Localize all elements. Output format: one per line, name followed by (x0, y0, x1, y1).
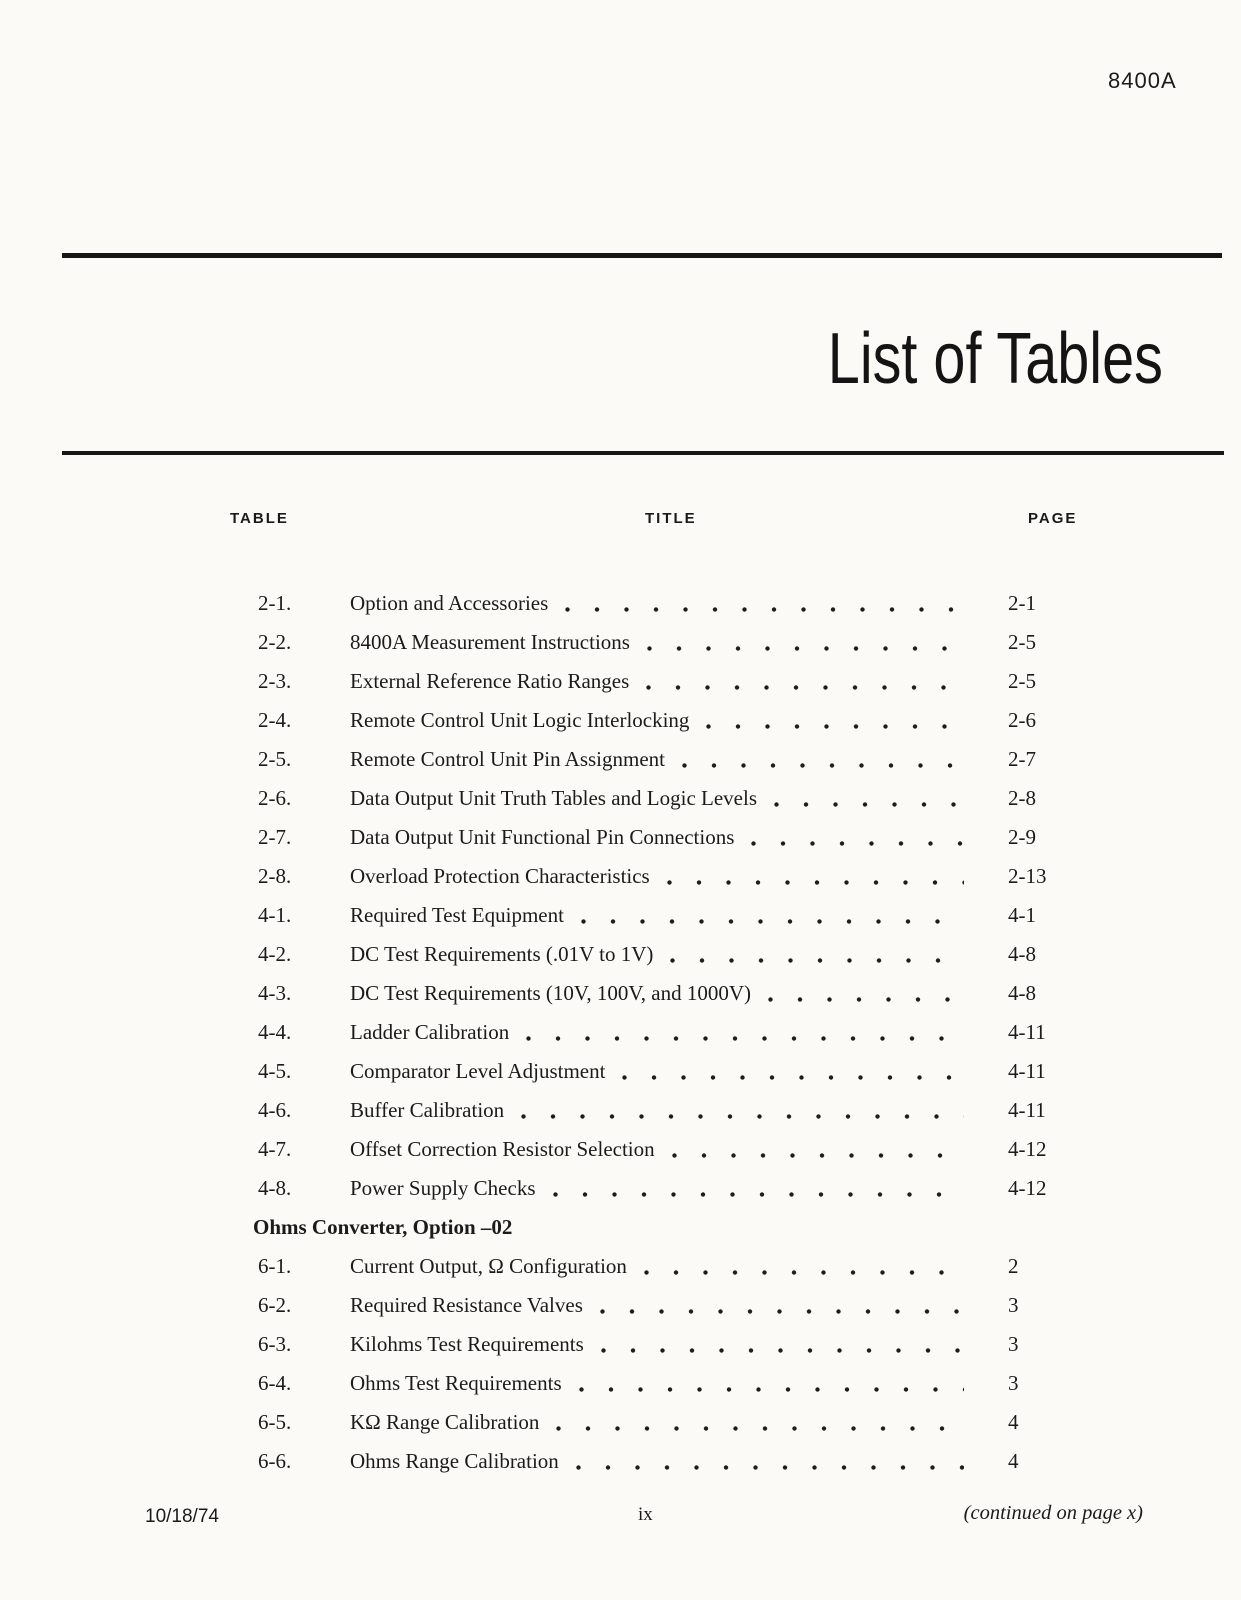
toc-entry-page: 4 (1008, 1410, 1019, 1434)
toc-entry-number: 4-3. (258, 981, 292, 1005)
footer-continuation-note: (continued on page x) (963, 1502, 1143, 1524)
toc-entry-title: Buffer Calibration (350, 1098, 505, 1122)
toc-entry-page: 3 (1008, 1371, 1019, 1395)
toc-entry-middle (350, 584, 1008, 623)
toc-entry (258, 779, 1075, 818)
toc-entry-number: 6-2. (258, 1293, 292, 1317)
toc-entry-middle (350, 701, 1008, 740)
toc-entry-middle (350, 1286, 1008, 1325)
column-header-page: PAGE (1028, 510, 1241, 1600)
toc-entry-page: 4-11 (1008, 1098, 1046, 1122)
toc-entry (258, 1286, 1075, 1325)
toc-entry-middle (350, 896, 1008, 935)
toc-entry-number: 4-4. (258, 1020, 292, 1044)
toc-entry-number: 6-4. (258, 1371, 292, 1395)
toc-entry-page: 4-12 (1008, 1176, 1047, 1200)
toc-entry-page: 2 (1008, 1254, 1019, 1278)
toc-entry-title: Ladder Calibration (350, 1020, 510, 1044)
toc-entry (258, 701, 1075, 740)
toc-entry-title: Data Output Unit Truth Tables and Logic Levels (350, 786, 758, 810)
dot-leader (647, 646, 964, 651)
dot-leader (526, 1036, 964, 1041)
dot-leader (579, 1387, 964, 1392)
toc-entry-page: 3 (1008, 1293, 1019, 1317)
dot-leader (682, 763, 964, 768)
toc-entry-number: 2-6. (258, 786, 292, 810)
toc-entry-page: 2-1 (1008, 591, 1036, 615)
toc-entry-number: 6-1. (258, 1254, 292, 1278)
toc-entry (258, 1052, 1075, 1091)
toc-entry-title: Overload Protection Characteristics (350, 864, 650, 888)
toc-entry-middle (350, 1247, 1008, 1286)
dot-leader (672, 1153, 964, 1158)
dot-leader (565, 607, 964, 612)
toc-entry-title: Remote Control Unit Pin Assignment (350, 747, 666, 771)
toc-entry (258, 974, 1075, 1013)
toc-entry-middle (350, 1091, 1008, 1130)
toc-entry-middle (350, 974, 1008, 1013)
toc-entry-title: Offset Correction Resistor Selection (350, 1137, 655, 1161)
toc-entry-middle (350, 1325, 1008, 1364)
toc-entry (258, 1325, 1075, 1364)
toc-entry-number: 4-1. (258, 903, 292, 927)
toc-entry (258, 935, 1075, 974)
toc-entry-middle (350, 1130, 1008, 1169)
toc-entry (258, 857, 1075, 896)
toc-entry-number: 2-5. (258, 747, 292, 771)
toc-entry-title: Current Output, Ω Configuration (350, 1254, 627, 1278)
dot-leader (521, 1114, 964, 1119)
dot-leader (576, 1465, 964, 1470)
dot-leader (553, 1192, 965, 1197)
dot-leader (667, 880, 964, 885)
toc-entry-page: 4-11 (1008, 1020, 1046, 1044)
toc-entry-number: 2-2. (258, 630, 292, 654)
dot-leader (751, 841, 964, 846)
toc-entry-page: 2-8 (1008, 786, 1036, 810)
toc-entry-title: Comparator Level Adjustment (350, 1059, 606, 1083)
toc-entry-middle (350, 1364, 1008, 1403)
toc-entry-title: 8400A Measurement Instructions (350, 630, 630, 654)
toc-entry (258, 1247, 1075, 1286)
footer-page-number: ix (638, 1504, 653, 1525)
dot-leader (600, 1309, 964, 1314)
toc-entry (258, 896, 1075, 935)
dot-leader (556, 1426, 964, 1431)
toc-entry-middle (350, 779, 1008, 818)
toc-entry (258, 1091, 1075, 1130)
toc-entry-middle (350, 1052, 1008, 1091)
footer-revision-date: 10/18/74 (145, 1506, 219, 1527)
toc-entry-page: 2-5 (1008, 630, 1036, 654)
toc-entry (258, 623, 1075, 662)
toc-entry-page: 3 (1008, 1332, 1019, 1356)
toc-entry (258, 662, 1075, 701)
top-divider-rule (62, 253, 1222, 258)
toc-entry-middle (350, 1013, 1008, 1052)
column-header-table: TABLE (230, 510, 289, 527)
toc-section-label: Ohms Converter, Option –02 (253, 1215, 513, 1239)
toc-entry (258, 1130, 1075, 1169)
dot-leader (706, 724, 964, 729)
toc-list (253, 584, 1075, 1481)
toc-entry (258, 1403, 1075, 1442)
toc-entry-number: 2-3. (258, 669, 292, 693)
dot-leader (670, 958, 964, 963)
toc-entry-page: 4-8 (1008, 981, 1036, 1005)
column-header-title: TITLE (645, 510, 697, 527)
dot-leader (646, 685, 964, 690)
toc-entry-middle (350, 1169, 1008, 1208)
toc-entry-page: 2-5 (1008, 669, 1036, 693)
document-model-number: 8400A (1108, 68, 1177, 93)
toc-entry-number: 4-8. (258, 1176, 292, 1200)
toc-entry-title: Kilohms Test Requirements (350, 1332, 584, 1356)
toc-entry-middle (350, 740, 1008, 779)
toc-entry-middle (350, 1442, 1008, 1481)
toc-entry (258, 1364, 1075, 1403)
dot-leader (581, 919, 964, 924)
toc-entry-title: Power Supply Checks (350, 1176, 536, 1200)
toc-entry-middle (350, 662, 1008, 701)
toc-entry-middle (350, 1403, 1008, 1442)
toc-entry-page: 2-7 (1008, 747, 1036, 771)
toc-entry-title: Ohms Test Requirements (350, 1371, 562, 1395)
page-title: List of Tables (827, 319, 1163, 399)
toc-entry-page: 2-9 (1008, 825, 1036, 849)
toc-entry-number: 2-8. (258, 864, 292, 888)
toc-entry-page: 4-12 (1008, 1137, 1047, 1161)
toc-entry-number: 2-1. (258, 591, 292, 615)
toc-entry-number: 4-7. (258, 1137, 292, 1161)
toc-entry-title: Required Resistance Valves (350, 1293, 583, 1317)
toc-entry-page: 4 (1008, 1449, 1019, 1473)
toc-entry-number: 2-7. (258, 825, 292, 849)
toc-entry (258, 740, 1075, 779)
toc-entry-number: 2-4. (258, 708, 292, 732)
toc-entry-title: Required Test Equipment (350, 903, 564, 927)
title-divider-rule (62, 451, 1224, 455)
toc-entry (258, 584, 1075, 623)
toc-entry-title: External Reference Ratio Ranges (350, 669, 630, 693)
toc-entry (258, 1442, 1075, 1481)
toc-entry (258, 1169, 1075, 1208)
toc-entry-title: DC Test Requirements (.01V to 1V) (350, 942, 654, 966)
toc-entry-middle (350, 935, 1008, 974)
toc-entry-title: DC Test Requirements (10V, 100V, and 1000V) (350, 981, 752, 1005)
toc-entry (258, 818, 1075, 857)
toc-entry-page: 2-6 (1008, 708, 1036, 732)
toc-entry (258, 1013, 1075, 1052)
toc-entry-number: 4-6. (258, 1098, 292, 1122)
toc-entry-page: 2-13 (1008, 864, 1047, 888)
toc-entry-page: 4-11 (1008, 1059, 1046, 1083)
toc-entry-title: KΩ Range Calibration (350, 1410, 540, 1434)
toc-entry-title: Ohms Range Calibration (350, 1449, 559, 1473)
toc-entry-page: 4-1 (1008, 903, 1036, 927)
toc-entry-title: Data Output Unit Functional Pin Connections (350, 825, 735, 849)
dot-leader (644, 1270, 964, 1275)
toc-entry-page: 4-8 (1008, 942, 1036, 966)
toc-entry-number: 4-2. (258, 942, 292, 966)
toc-section-header (253, 1208, 1075, 1247)
toc-entry-number: 4-5. (258, 1059, 292, 1083)
dot-leader (622, 1075, 964, 1080)
toc-entry-number: 6-3. (258, 1332, 292, 1356)
toc-entry-title: Option and Accessories (350, 591, 549, 615)
toc-entry-middle (350, 857, 1008, 896)
dot-leader (768, 997, 964, 1002)
toc-entry-number: 6-6. (258, 1449, 292, 1473)
toc-entry-middle (350, 623, 1008, 662)
dot-leader (601, 1348, 964, 1353)
toc-entry-number: 6-5. (258, 1410, 292, 1434)
toc-entry-middle (350, 818, 1008, 857)
toc-entry-title: Remote Control Unit Logic Interlocking (350, 708, 690, 732)
dot-leader (774, 802, 964, 807)
